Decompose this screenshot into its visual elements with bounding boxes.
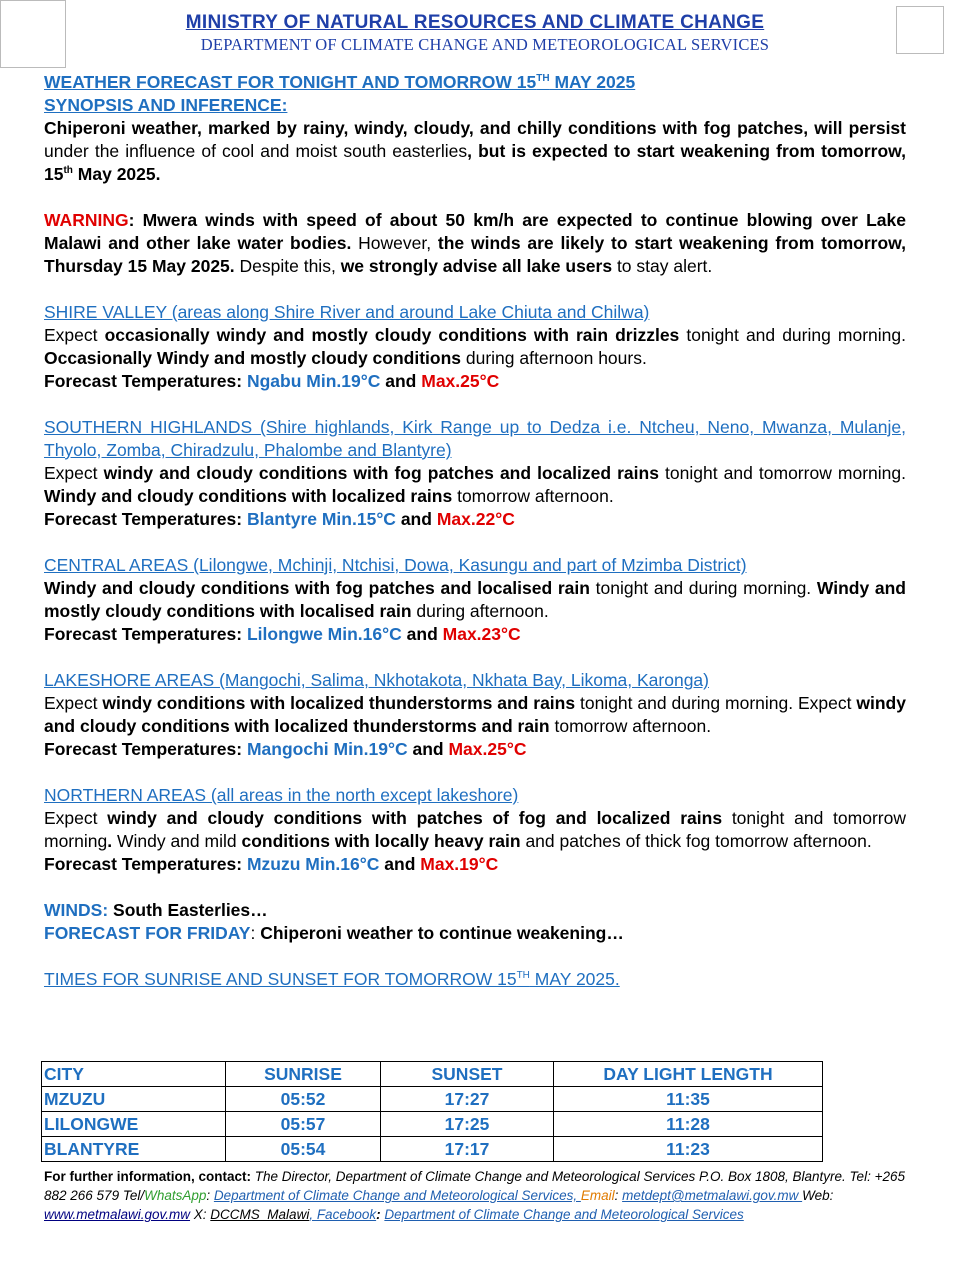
northern-areas-temperatures: Forecast Temperatures: Mzuzu Min.16°C and Max.19°C: [44, 854, 499, 874]
table-row: [42, 1087, 823, 1112]
table-cell: 05:57: [226, 1112, 381, 1137]
warning-text: WARNING: Mwera winds with speed of about 50 km/h are expected to continue blowing over Lake Malawi and other lake water bodies. However, the winds are likely to start weakening from tomorrow, Thursday 15 May 2025. Despite this, we strongly advise all lake users to stay alert.: [44, 210, 906, 276]
southern-highlands-text: Expect windy and cloudy conditions with fog patches and localized rains tonight and tomorrow morning. Windy and cloudy conditions with localized rains tomorrow afternoon.: [44, 463, 906, 506]
x-handle-link[interactable]: DCCMS_Malawi: [210, 1207, 310, 1222]
shire-valley-text: Expect occasionally windy and mostly cloudy conditions with rain drizzles tonight and during morning. Occasionally Windy and mostly cloudy conditions during afternoon hours.: [44, 325, 906, 368]
table-cell: LILONGWE: [42, 1112, 226, 1137]
department-title: DEPARTMENT OF CLIMATE CHANGE AND METEOROLOGICAL SERVICES: [200, 35, 770, 54]
central-areas-text: Windy and cloudy conditions with fog patches and localised rain tonight and during morning. Windy and mostly cloudy conditions with localised rain during afternoon.: [44, 578, 906, 621]
sunrise-sunset-heading: TIMES FOR SUNRISE AND SUNSET FOR TOMORROW 15TH MAY 2025.: [44, 969, 620, 989]
northern-areas-text: Expect windy and cloudy conditions with patches of fog and localized rains tonight and tomorrow morning. Windy and mild conditions with locally heavy rain and patches of thick fog tomorrow afternoon.: [44, 808, 906, 851]
table-cell: 11:28: [554, 1112, 823, 1137]
friday-forecast-line: FORECAST FOR FRIDAY: Chiperoni weather to continue weakening…: [44, 923, 624, 943]
facebook-link[interactable]: Department of Climate Change and Meteorological Services: [384, 1207, 744, 1222]
column-header: DAY LIGHT LENGTH: [554, 1062, 823, 1087]
email-link[interactable]: metdept@metmalawi.gov.mw: [622, 1188, 803, 1203]
shire-valley-heading: SHIRE VALLEY (areas along Shire River and around Lake Chiuta and Chilwa): [44, 302, 650, 322]
column-header: CITY: [42, 1062, 226, 1087]
website-link[interactable]: www.metmalawi.gov.mw: [44, 1207, 191, 1222]
forecast-title: WEATHER FORECAST FOR TONIGHT AND TOMORROW 15TH MAY 2025: [44, 72, 636, 92]
table-row: [42, 1137, 823, 1162]
column-header: SUNRISE: [226, 1062, 381, 1087]
table-cell: BLANTYRE: [42, 1137, 226, 1162]
table-cell: 17:27: [381, 1087, 554, 1112]
southern-highlands-heading: SOUTHERN HIGHLANDS (Shire highlands, Kirk Range up to Dedza i.e. Ntcheu, Neno, Mwanza, Mulanje, Thyolo, Zomba, Chiradzulu, Phalombe and Blantyre): [44, 417, 906, 460]
winds-line: WINDS: South Easterlies…: [44, 900, 268, 920]
synopsis-text: Chiperoni weather, marked by rainy, windy, cloudy, and chilly conditions with fog patches, will persist under the influence of cool and moist south easterlies, but is expected to start weakening from tomorrow, 15th May 2025.: [44, 118, 906, 184]
table-cell: 11:23: [554, 1137, 823, 1162]
table-header-row: [42, 1062, 823, 1087]
ministry-title: MINISTRY OF NATURAL RESOURCES AND CLIMATE CHANGE: [185, 12, 765, 33]
northern-areas-heading: NORTHERN AREAS (all areas in the north except lakeshore): [44, 785, 519, 805]
table-cell: 11:35: [554, 1087, 823, 1112]
table-cell: MZUZU: [42, 1087, 226, 1112]
central-areas-temperatures: Forecast Temperatures: Lilongwe Min.16°C and Max.23°C: [44, 624, 521, 644]
lakeshore-areas-temperatures: Forecast Temperatures: Mangochi Min.19°C and Max.25°C: [44, 739, 527, 759]
coat-of-arms-logo: [0, 0, 66, 68]
table-cell: 05:54: [226, 1137, 381, 1162]
warning-label: WARNING: [44, 210, 129, 230]
southern-highlands-temperatures: Forecast Temperatures: Blantyre Min.15°C and Max.22°C: [44, 509, 515, 529]
sunrise-sunset-table: [41, 1061, 823, 1162]
central-areas-heading: CENTRAL AREAS (Lilongwe, Mchinji, Ntchisi, Dowa, Kasungu and part of Mzimba District): [44, 555, 747, 575]
contact-footer: For further information, contact: The Director, Department of Climate Change and Meteorological Services P.O. Box 1808, Blantyre. Tel: +265 882 266 579 Tel/WhatsApp: Department of Climate Change and Meteorological Services, Email: metdept@metmalawi.gov.mw Web: www.metmalawi.gov.mw X: DCCMS_Malawi, Facebook: Department of Climate Change and Meteorological Services: [44, 1169, 905, 1222]
department-link[interactable]: Department of Climate Change and Meteorological Services,: [213, 1188, 581, 1203]
shire-valley-temperatures: Forecast Temperatures: Ngabu Min.19°C and Max.25°C: [44, 371, 500, 391]
synopsis-heading: SYNOPSIS AND INFERENCE:: [44, 95, 288, 115]
table-cell: 05:52: [226, 1087, 381, 1112]
forecast-body: [44, 71, 906, 991]
table-row: [42, 1112, 823, 1137]
table-cell: 17:25: [381, 1112, 554, 1137]
lakeshore-areas-heading: LAKESHORE AREAS (Mangochi, Salima, Nkhotakota, Nkhata Bay, Likoma, Karonga): [44, 670, 709, 690]
lakeshore-areas-text: Expect windy conditions with localized thunderstorms and rains tonight and during morning. Expect windy and cloudy conditions with localized thunderstorms and rain tomorrow afternoon.: [44, 693, 906, 736]
table-cell: 17:17: [381, 1137, 554, 1162]
column-header: SUNSET: [381, 1062, 554, 1087]
